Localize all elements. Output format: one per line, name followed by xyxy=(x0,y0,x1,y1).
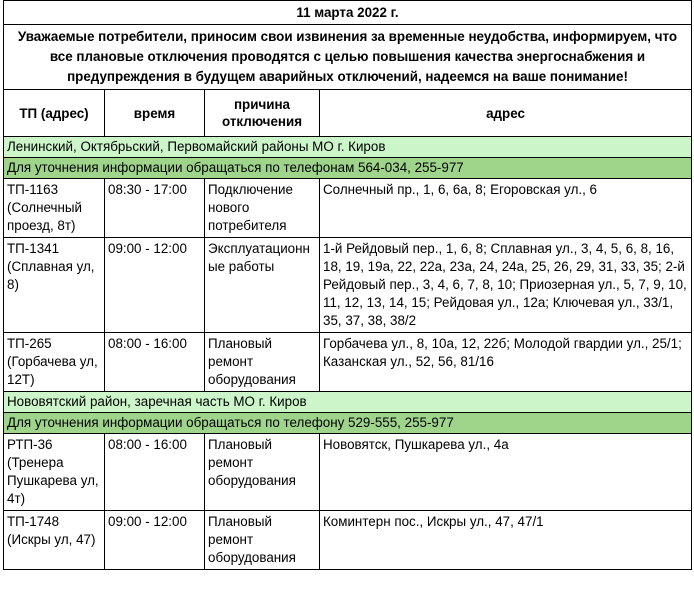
tp-cell: ТП-265 (Горбачева ул, 12Т) xyxy=(4,333,105,392)
reason-cell: Эксплуатационные работы xyxy=(205,238,320,333)
tp-cell: ТП-1341 (Сплавная ул, 8) xyxy=(4,238,105,333)
reason-cell: Плановый ремонт оборудования xyxy=(205,511,320,570)
table-row xyxy=(4,333,692,392)
tp-cell: ТП-1163 (Солнечный проезд, 8т) xyxy=(4,179,105,238)
time-cell: 08:00 - 16:00 xyxy=(105,434,205,511)
table-row xyxy=(4,511,692,570)
outage-table xyxy=(3,0,692,570)
time-cell: 08:30 - 17:00 xyxy=(105,179,205,238)
address-cell: 1-й Рейдовый пер., 1, 6, 8; Сплавная ул., 3, 4, 5, 6, 8, 16, 18, 19, 19а, 22, 22а, 23а, 24, 24а, 25, 26, 29, 31, 33, 35; 2-й Рейдовый пер., 3, 4, 6, 7, 8, 10; Приозерная ул., 5, 7, 9, 10, 11, 12, 13, 14, 15; Рейдовая ул., 12а; Ключевая ул., 33/1, 35, 37, 38, 38/2 xyxy=(320,238,692,333)
header-reason: причина отключения xyxy=(205,90,320,137)
tp-cell: РТП-36 (Тренера Пушкарева ул, 4т) xyxy=(4,434,105,511)
time-cell: 09:00 - 12:00 xyxy=(105,511,205,570)
time-cell: 09:00 - 12:00 xyxy=(105,238,205,333)
table-row xyxy=(4,238,692,333)
header-time: время xyxy=(105,90,205,137)
apology-notice: Уважаемые потребители, приносим свои извинения за временные неудобства, информируем, что все плановые отключения проводятся с целью повышения качества энергоснабжения и предупреждения в будущем аварийных отключений, надеемся на ваше понимание! xyxy=(4,25,692,90)
address-cell: Коминтерн пос., Искры ул., 47, 47/1 xyxy=(320,511,692,570)
reason-cell: Плановый ремонт оборудования xyxy=(205,333,320,392)
address-cell: Солнечный пр., 1, 6, 6а, 8; Егоровская ул., 6 xyxy=(320,179,692,238)
reason-cell: Подключение нового потребителя xyxy=(205,179,320,238)
document-date: 11 марта 2022 г. xyxy=(4,1,692,25)
address-cell: Нововятск, Пушкарева ул., 4а xyxy=(320,434,692,511)
header-address: адрес xyxy=(320,90,692,137)
table-row xyxy=(4,179,692,238)
tp-cell: ТП-1748 (Искры ул, 47) xyxy=(4,511,105,570)
address-cell: Горбачева ул., 8, 10а, 12, 22б; Молодой гвардии ул., 25/1; Казанская ул., 52, 56, 81/16 xyxy=(320,333,692,392)
table-row xyxy=(4,434,692,511)
region-row: Нововятский район, заречная часть МО г. Киров xyxy=(4,392,692,413)
time-cell: 08:00 - 16:00 xyxy=(105,333,205,392)
phone-row: Для уточнения информации обращаться по телефонам 564-034, 255-977 xyxy=(4,158,692,179)
header-tp: ТП (адрес) xyxy=(4,90,105,137)
reason-cell: Плановый ремонт оборудования xyxy=(205,434,320,511)
region-row: Ленинский, Октябрьский, Первомайский районы МО г. Киров xyxy=(4,137,692,158)
phone-row: Для уточнения информации обращаться по телефону 529-555, 255-977 xyxy=(4,413,692,434)
